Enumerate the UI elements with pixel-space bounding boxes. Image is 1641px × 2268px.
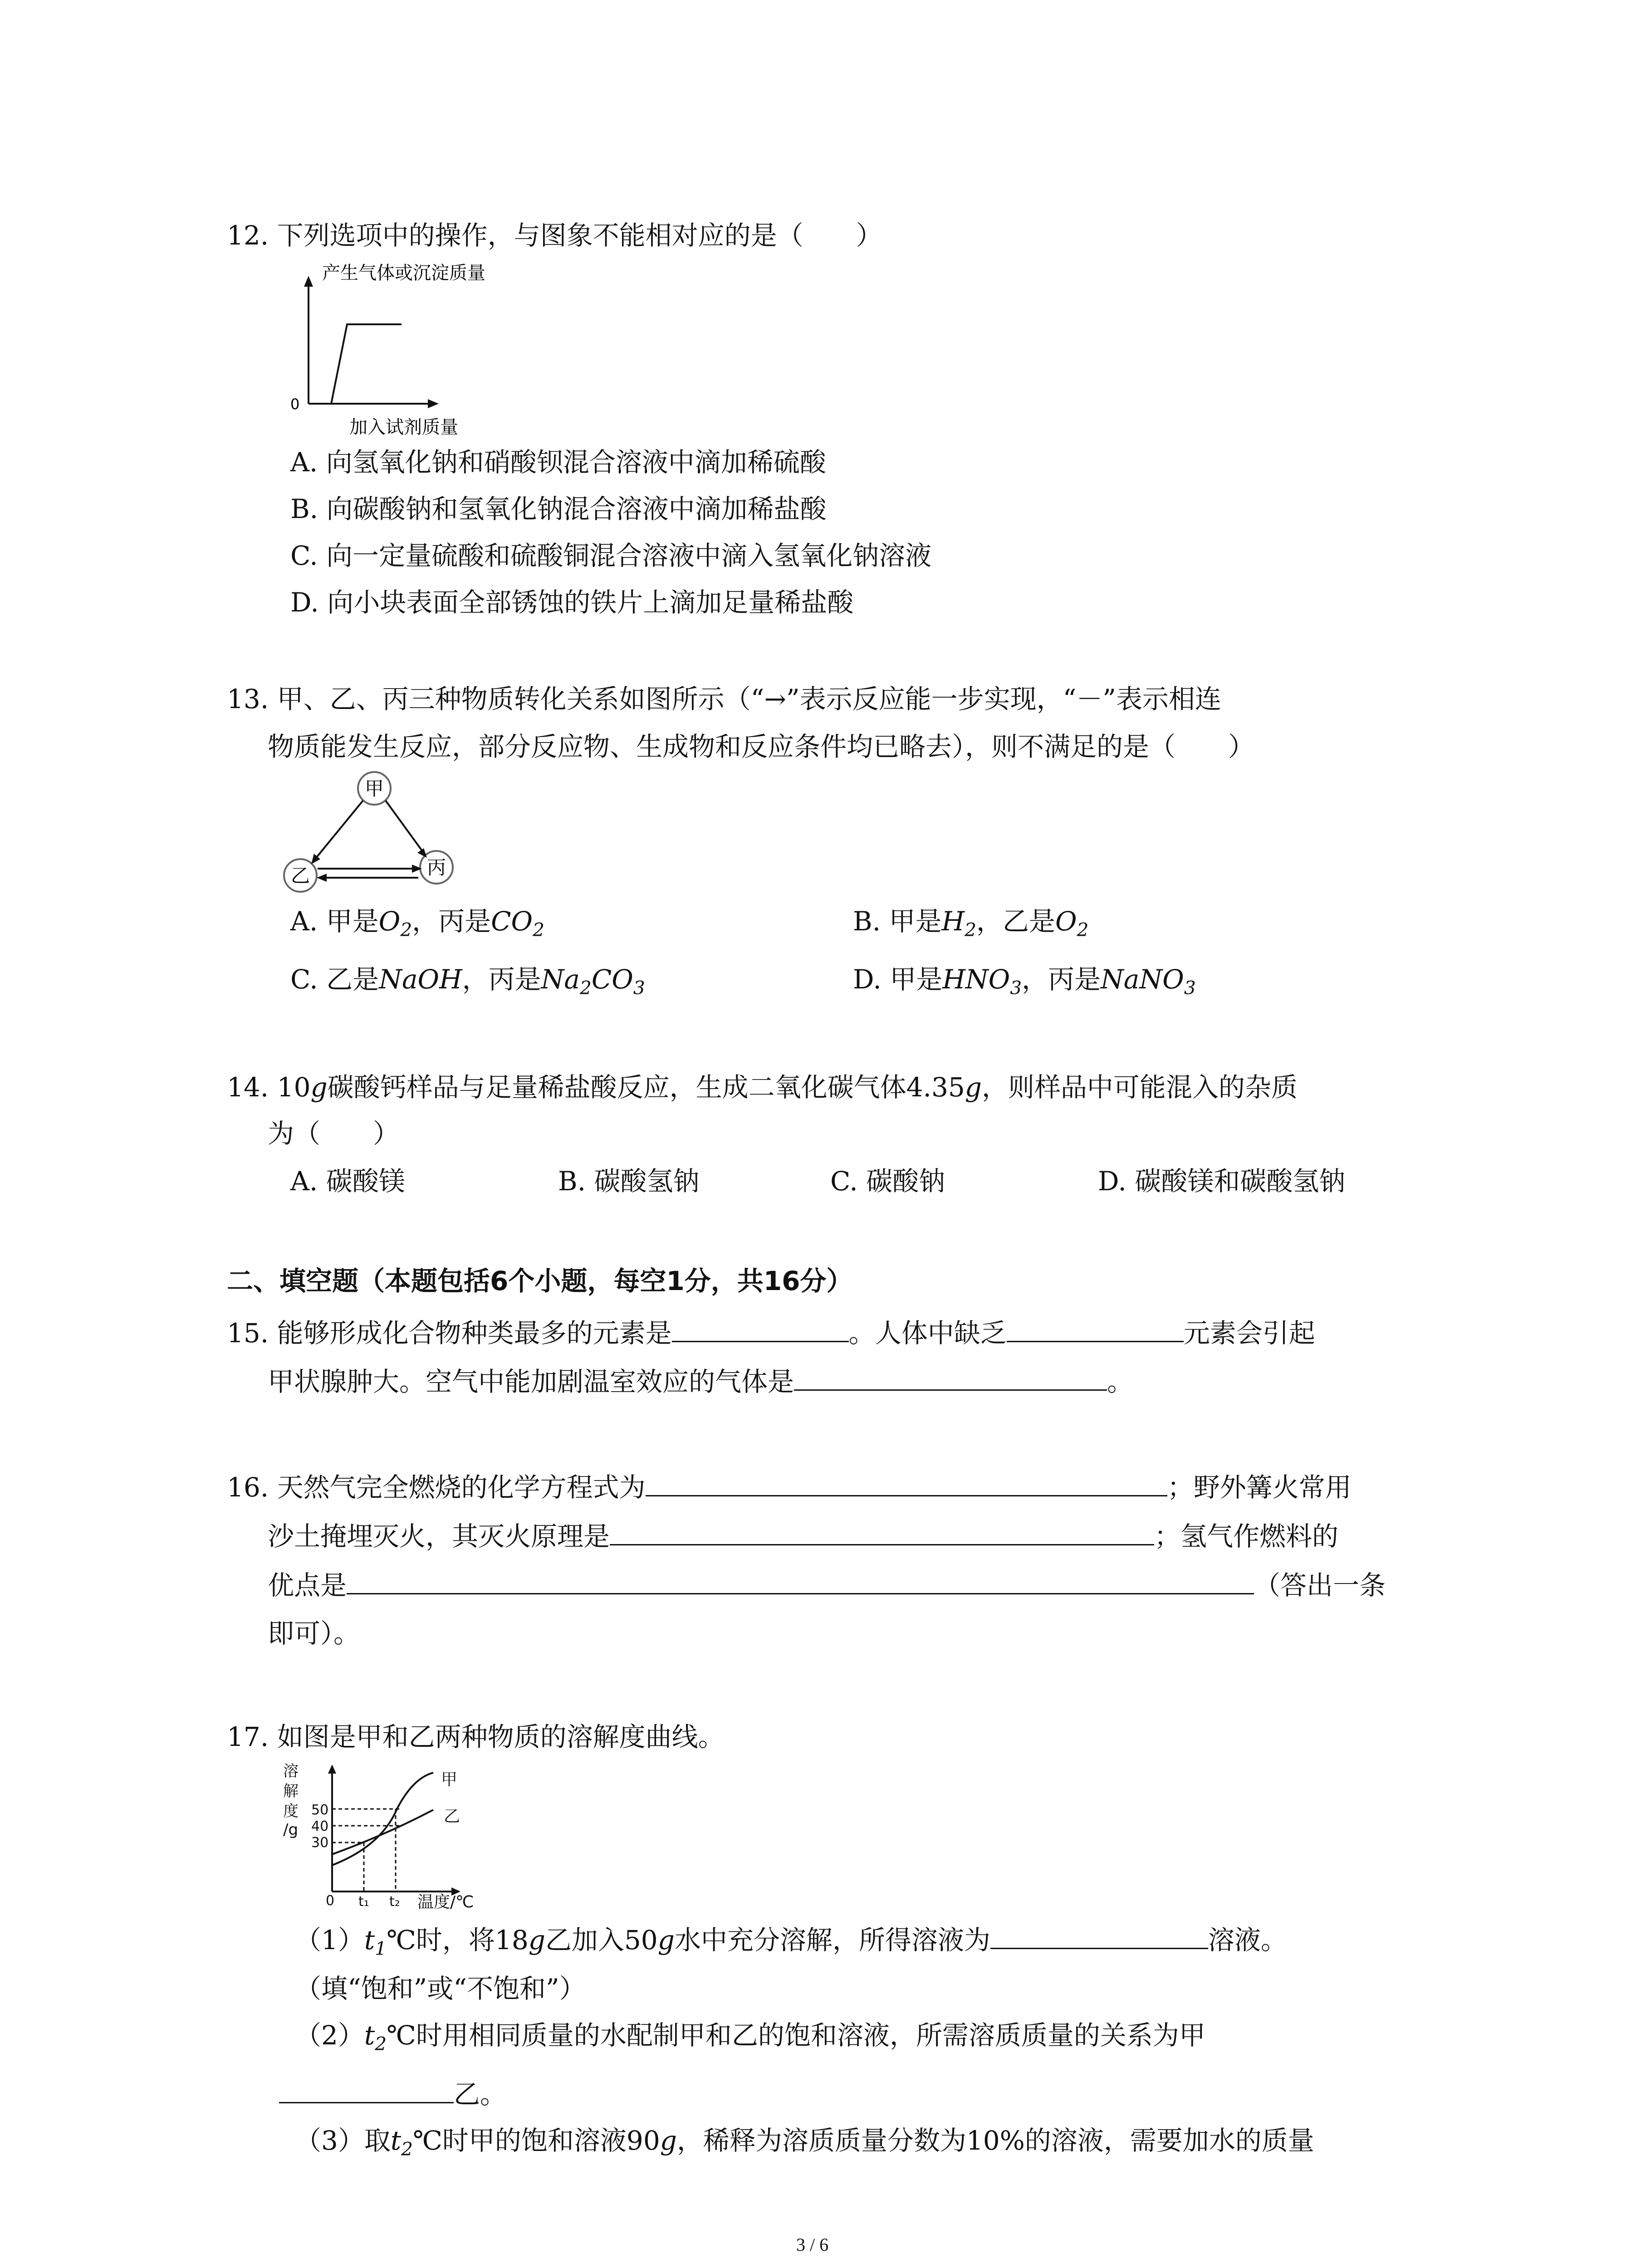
q12-option-a: A. 向氢氧化钠和硝酸钡混合溶液中滴加稀硫酸 (290, 447, 826, 478)
q17-blank-2[interactable] (279, 2100, 454, 2103)
section-title: 二、填空题（本题包括6个小题，每空1分，共16分） (227, 1266, 853, 1296)
svg-text:/g: /g (283, 1821, 299, 1839)
q16-line4: 即可）。 (268, 1618, 360, 1649)
svg-text:40: 40 (311, 1818, 329, 1834)
q13-option-b: B. 甲是$H_2$，乙是$O_2$ (853, 906, 1089, 941)
svg-text:溶: 溶 (283, 1762, 299, 1780)
q12-graph-xlabel: 加入试剂质量 (349, 417, 458, 438)
q17-solubility-graph (281, 1760, 499, 1914)
q12-graph-ylabel: 产生气体或沉淀质量 (322, 263, 485, 284)
svg-text:50: 50 (311, 1802, 329, 1818)
q13-node-right: 丙 (426, 856, 446, 879)
q14-option-a: A. 碳酸镁 (290, 1166, 405, 1197)
q16-blank-2[interactable] (610, 1542, 1154, 1545)
q17-part3: （3）取$t_2℃$时甲的饱和溶液90g，稀释为溶质质量分数为10%的溶液，需要加水的质量 (295, 2125, 1314, 2160)
q14-option-d: D. 碳酸镁和碳酸氢钠 (1098, 1166, 1346, 1197)
q13-node-left: 乙 (290, 865, 310, 887)
q14-option-c: C. 碳酸钠 (830, 1166, 945, 1197)
q12-graph-origin: 0 (290, 396, 300, 413)
q14-stem-line2: 为（ ） (268, 1118, 400, 1149)
svg-text:度: 度 (283, 1802, 299, 1820)
q12-option-c: C. 向一定量硫酸和硫酸铜混合溶液中滴入氢氧化钠溶液 (290, 540, 932, 571)
q16-blank-1[interactable] (646, 1493, 1167, 1496)
q13-option-c: C. 乙是NaOH，丙是$Na_2CO_3$ (290, 964, 645, 999)
q13-stem-line1: 13. 甲、乙、丙三种物质转化关系如图所示（“→”表示反应能一步实现，“－”表示相连 (227, 684, 1221, 714)
q12-graph (290, 259, 544, 440)
svg-text:乙: 乙 (444, 1807, 460, 1826)
q17-blank-1[interactable] (990, 1946, 1208, 1949)
q16-line1: 16. 天然气完全燃烧的化学方程式为 ；野外篝火常用 (227, 1472, 1352, 1503)
q16-line3: 优点是 （答出一条 (268, 1570, 1386, 1601)
q17-curve-jia (332, 1773, 433, 1865)
svg-text:解: 解 (283, 1782, 299, 1800)
q15-blank-1[interactable] (672, 1339, 849, 1342)
q16-blank-3[interactable] (347, 1591, 1254, 1594)
q13-node-top: 甲 (364, 777, 384, 800)
svg-text:温度/℃: 温度/℃ (417, 1893, 474, 1911)
q16-line2: 沙土掩埋灭火，其灭火原理是 ；氢气作燃料的 (268, 1521, 1339, 1552)
q17-part2: $(2)t_2℃$时用相同质量的水配制甲和乙的饱和溶液，所需溶质质量的关系为甲 (295, 2020, 1205, 2055)
q17-part1: $(1)t_1℃$时，将18g乙加入50g水中充分溶解，所得溶液为 溶液。 (295, 1925, 1287, 1960)
q17-part2-line2: 乙。 (279, 2081, 506, 2107)
q12-option-d: D. 向小块表面全部锈蚀的铁片上滴加足量稀盐酸 (290, 587, 854, 618)
q15-blank-3[interactable] (794, 1388, 1107, 1391)
q13-diagram (272, 767, 472, 898)
q17-part1-hint: （填“饱和”或“不饱和”） (295, 1973, 586, 2004)
q12-option-b: B. 向碳酸钠和氢氧化钠混合溶液中滴加稀盐酸 (290, 494, 827, 524)
q12-stem: 12. 下列选项中的操作，与图象不能相对应的是（ ） (227, 220, 882, 251)
q14-option-b: B. 碳酸氢钠 (558, 1166, 700, 1197)
q13-stem-line2: 物质能发生反应，部分反应物、生成物和反应条件均已略去），则不满足的是（ ） (268, 731, 1255, 762)
svg-text:t₂: t₂ (389, 1894, 400, 1910)
svg-text:甲: 甲 (441, 1770, 458, 1789)
page-number: 3 / 6 (796, 2234, 829, 2255)
q14-stem: 14. 10g碳酸钙样品与足量稀盐酸反应，生成二氧化碳气体4.35g，则样品中可能混入的杂质 (227, 1072, 1298, 1103)
svg-text:30: 30 (311, 1835, 329, 1851)
q15-line2: 甲状腺肿大。空气中能加剧温室效应的气体是 。 (268, 1366, 1134, 1397)
q13-option-a: A. 甲是$O_2$，丙是$CO_2$ (290, 906, 544, 941)
q15-blank-2[interactable] (1007, 1339, 1184, 1342)
svg-text:0: 0 (326, 1893, 335, 1909)
q13-option-d: D. 甲是$HNO_3$，丙是NaNO$_3$ (853, 964, 1196, 999)
svg-text:t₁: t₁ (358, 1894, 369, 1910)
q15-line1: 15. 能够形成化合物种类最多的元素是 。人体中缺乏 元素会引起 (227, 1318, 1315, 1349)
q17-stem: 17. 如图是甲和乙两种物质的溶解度曲线。 (227, 1721, 725, 1752)
